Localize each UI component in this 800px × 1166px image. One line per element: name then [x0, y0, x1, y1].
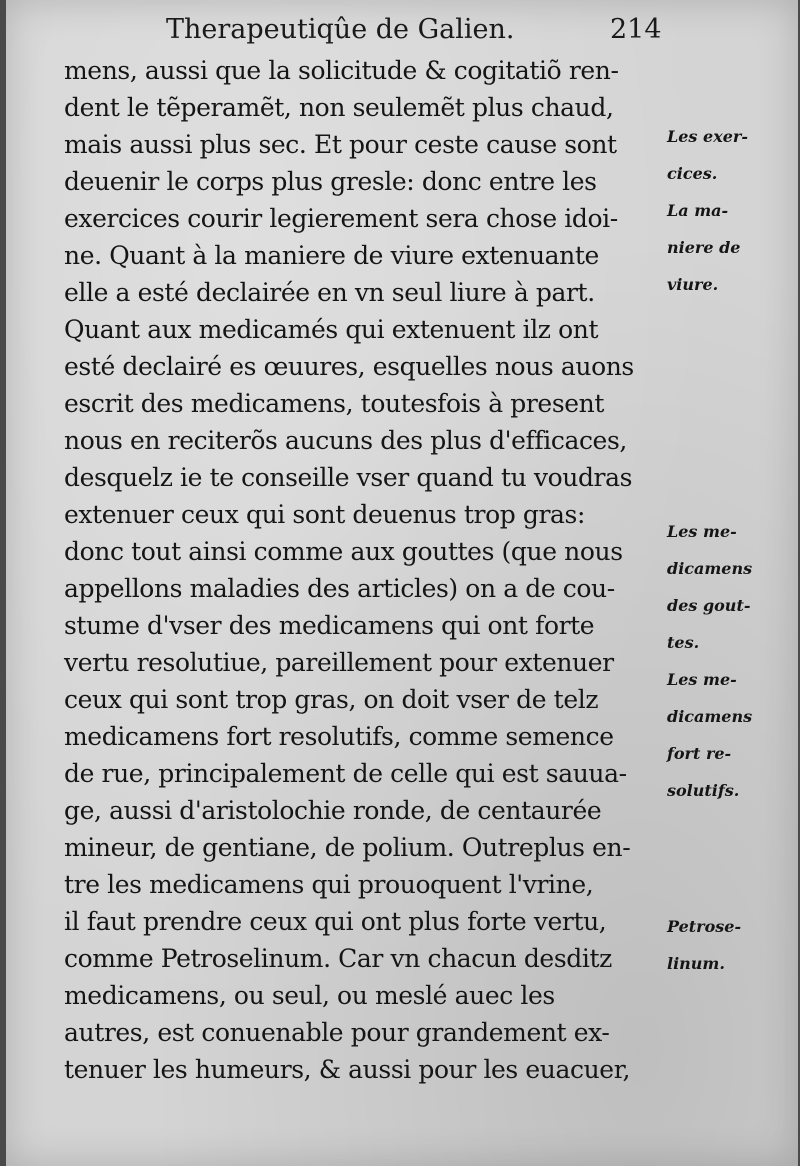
margin-note-line: dicamens	[667, 707, 753, 726]
text-line: dent le tẽperamẽt, non seulemẽt plus chaud,	[64, 93, 614, 122]
margin-note-line: Les me-	[667, 670, 737, 689]
text-line: ge, aussi d'aristolochie ronde, de centaurée	[64, 796, 602, 825]
text-line: mens, aussi que la solicitude & cogitatiõ ren-	[64, 56, 619, 85]
text-line: escrit des medicamens, toutesfois à present	[64, 389, 604, 418]
text-line: comme Petroselinum. Car vn chacun desditz	[64, 944, 612, 973]
text-line: Quant aux medicamés qui extenuent ilz ont	[64, 315, 599, 344]
margin-note-line: Les exer-	[667, 127, 748, 146]
page-number: 214	[610, 14, 662, 45]
margin-note-line: niere de	[667, 238, 741, 257]
text-line: autres, est conuenable pour grandement ex-	[64, 1018, 610, 1047]
text-line: exercices courir legierement sera chose idoi-	[64, 204, 618, 233]
text-line: elle a esté declairée en vn seul liure à part.	[64, 278, 595, 307]
text-line: tenuer les humeurs, & aussi pour les euacuer,	[64, 1055, 631, 1084]
margin-note-line: dicamens	[667, 559, 753, 578]
margin-note-line: linum.	[667, 954, 725, 973]
margin-note-line: fort re-	[667, 744, 732, 763]
margin-note-medicamens-des-gouttes	[667, 513, 792, 661]
text-line: il faut prendre ceux qui ont plus forte vertu,	[64, 907, 607, 936]
text-line: de rue, principalement de celle qui est sauua-	[64, 759, 627, 788]
text-line: tre les medicamens qui prouoquent l'vrine,	[64, 870, 594, 899]
book-page	[6, 0, 798, 1166]
margin-note-line: La ma-	[667, 201, 729, 220]
running-header-title: Therapeutiqûe de Galien.	[166, 14, 515, 45]
text-line: nous en reciterõs aucuns des plus d'efficaces,	[64, 426, 627, 455]
margin-note-line: cices.	[667, 164, 718, 183]
margin-note-medicamens-resolutifs	[667, 661, 792, 809]
text-line: deuenir le corps plus gresle: donc entre les	[64, 167, 597, 196]
text-line: vertu resolutiue, pareillement pour extenuer	[64, 648, 614, 677]
text-line: donc tout ainsi comme aux gouttes (que nous	[64, 537, 623, 566]
margin-note-petroselinum	[667, 908, 792, 982]
margin-note-maniere-de-viure	[667, 192, 792, 303]
margin-note-line: des gout-	[667, 596, 751, 615]
text-line: mineur, de gentiane, de polium. Outreplus en-	[64, 833, 631, 862]
margin-note-exercices	[667, 118, 792, 192]
margin-note-line: Les me-	[667, 522, 737, 541]
margin-note-line: Petrose-	[667, 917, 742, 936]
text-line: desquelz ie te conseille vser quand tu voudras	[64, 463, 633, 492]
margin-note-line: tes.	[667, 633, 700, 652]
text-line: appellons maladies des articles) on a de cou-	[64, 574, 615, 603]
text-line: medicamens fort resolutifs, comme semence	[64, 722, 614, 751]
margin-note-line: solutifs.	[667, 781, 740, 800]
text-line: mais aussi plus sec. Et pour ceste cause sont	[64, 130, 617, 159]
text-line: ceux qui sont trop gras, on doit vser de telz	[64, 685, 599, 714]
text-line: extenuer ceux qui sont deuenus trop gras:	[64, 500, 585, 529]
text-line: stume d'vser des medicamens qui ont forte	[64, 611, 595, 640]
text-line: medicamens, ou seul, ou meslé auec les	[64, 981, 555, 1010]
text-line: esté declairé es œuures, esquelles nous auons	[64, 352, 634, 381]
text-line: ne. Quant à la maniere de viure extenuante	[64, 241, 599, 270]
body-text	[64, 52, 664, 1088]
margin-note-line: viure.	[667, 275, 719, 294]
